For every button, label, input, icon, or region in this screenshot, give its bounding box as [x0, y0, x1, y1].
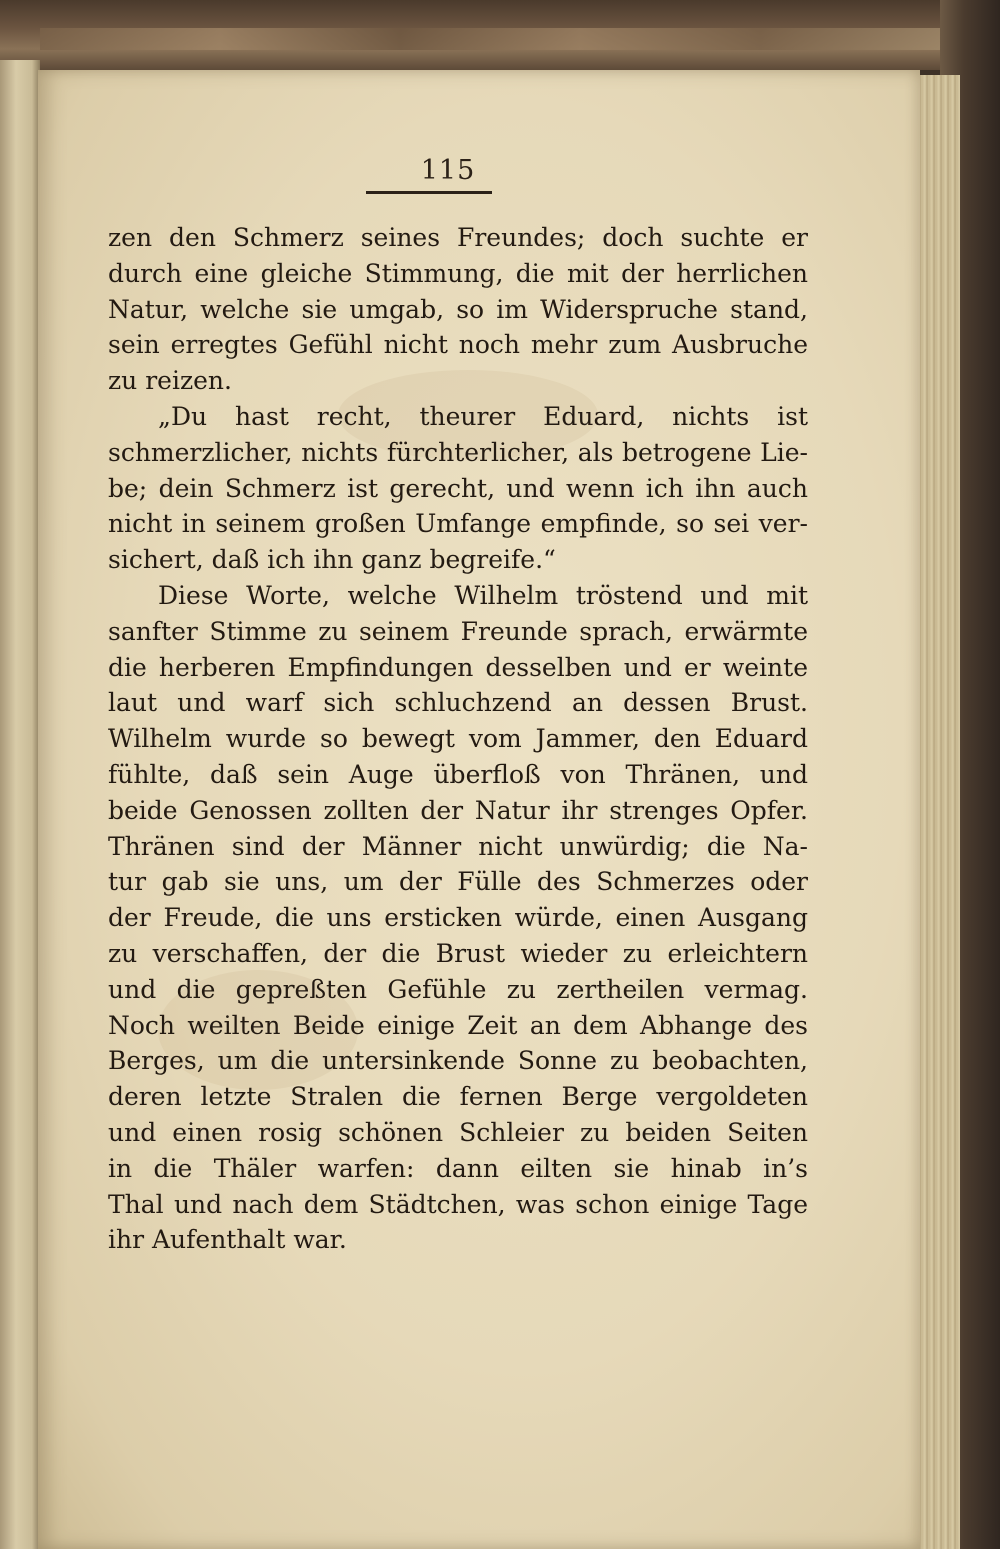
- text-line: laut und warf sich schluchzend an dessen Brust.: [108, 688, 808, 718]
- body-text: [108, 220, 808, 1258]
- text-line: in die Thäler warfen: dann eilten sie hinab in’s: [108, 1153, 808, 1183]
- text-line: schmerzlicher, nichts fürchterlicher, als betrogene Lie-: [108, 437, 808, 467]
- header-rule: [366, 191, 492, 194]
- page-number: 115: [420, 155, 476, 186]
- text-line: be; dein Schmerz ist gerecht, und wenn ich ihn auch: [108, 473, 808, 503]
- text-line: und die gepreßten Gefühle zu zertheilen vermag.: [108, 974, 808, 1004]
- text-line: Thal und nach dem Städtchen, was schon einige Tage: [108, 1189, 808, 1219]
- binding-wear: [40, 28, 940, 50]
- text-line: sichert, daß ich ihn ganz begreife.“: [108, 545, 556, 575]
- text-line: Thränen sind der Männer nicht unwürdig; die Na-: [108, 831, 808, 861]
- text-line: beide Genossen zollten der Natur ihr strenges Opfer.: [108, 795, 808, 825]
- text-line: Wilhelm wurde so bewegt vom Jammer, den Eduard: [108, 724, 808, 754]
- text-line: Diese Worte, welche Wilhelm tröstend und mit: [158, 580, 808, 610]
- text-line: Berges, um die untersinkende Sonne zu beobachten,: [108, 1046, 808, 1076]
- text-line: zu reizen.: [108, 366, 232, 396]
- text-line: Natur, welche sie umgab, so im Widerspruche stand,: [108, 294, 808, 324]
- text-line: Noch weilten Beide einige Zeit an dem Abhange des: [108, 1010, 808, 1040]
- text-line: ihr Aufenthalt war.: [108, 1225, 347, 1255]
- text-line: sanfter Stimme zu seinem Freunde sprach, erwärmte: [108, 616, 808, 646]
- text-line: zu verschaffen, der die Brust wieder zu erleichtern: [108, 938, 808, 968]
- book-page: [38, 70, 920, 1549]
- text-line: nicht in seinem großen Umfange empfinde, so sei ver-: [108, 509, 808, 539]
- text-line: und einen rosig schönen Schleier zu beiden Seiten: [108, 1117, 808, 1147]
- text-line: sein erregtes Gefühl nicht noch mehr zum Ausbruche: [108, 330, 808, 360]
- facing-page-edge: [0, 60, 40, 1549]
- text-line: tur gab sie uns, um der Fülle des Schmerzes oder: [108, 867, 808, 897]
- book-top-edge: [0, 0, 1000, 70]
- text-line: „Du hast recht, theurer Eduard, nichts ist: [158, 401, 808, 431]
- text-line: zen den Schmerz seines Freundes; doch suchte er: [108, 223, 808, 252]
- text-line: der Freude, die uns ersticken würde, einen Ausgang: [108, 903, 808, 933]
- text-line: die herberen Empfindungen desselben und er weinte: [108, 652, 808, 682]
- page-edges: [915, 75, 960, 1549]
- text-line: deren letzte Stralen die fernen Berge vergoldeten: [108, 1082, 808, 1112]
- text-line: fühlte, daß sein Auge überfloß von Thränen, und: [108, 759, 808, 789]
- text-line: durch eine gleiche Stimmung, die mit der herrlichen: [108, 258, 808, 288]
